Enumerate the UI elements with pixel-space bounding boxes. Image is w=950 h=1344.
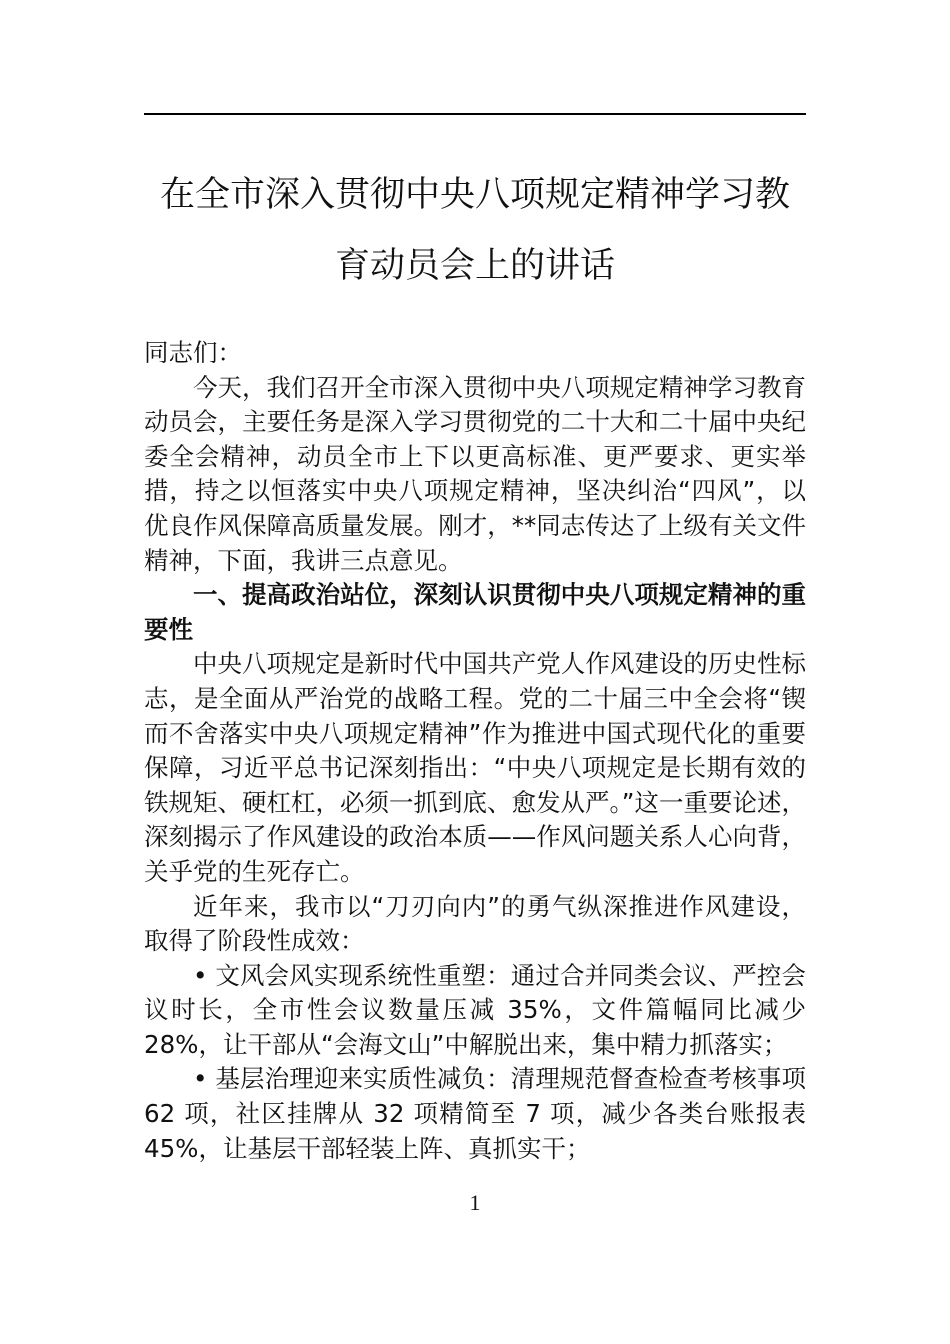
document-body xyxy=(144,336,806,1166)
bullet-item-1 xyxy=(144,959,806,1063)
bullet-marker: • xyxy=(193,960,208,990)
bullet-marker: • xyxy=(193,1064,208,1094)
paragraph-intro: 今天，我们召开全市深入贯彻中央八项规定精神学习教育动员会，主要任务是深入学习贯彻党的二十大和二十届中央纪委全会精神，动员全市上下以更高标准、更严要求、更实举措，持之以恒落实中央八项规定精神，坚决纠治“四风”，以优良作风保障高质量发展。刚才，**同志传达了上级有关文件精神，下面，我讲三点意见。 xyxy=(144,372,806,575)
paragraph-achievements: 近年来，我市以“刀刃向内”的勇气纵深推进作风建设，取得了阶段性成效： xyxy=(144,891,806,956)
bullet-item-2 xyxy=(144,1062,806,1166)
salutation: 同志们： xyxy=(144,338,242,367)
bullet-text: 基层治理迎来实质性减负：清理规范督查检查考核事项 62 项，社区挂牌从 32 项精简至 7 项，减少各类台账报表 45%，让基层干部轻装上阵、真抓实干； xyxy=(144,1064,806,1163)
top-rule-line xyxy=(144,113,806,115)
document-title: 在全市深入贯彻中央八项规定精神学习教育动员会上的讲话 xyxy=(159,175,790,286)
page-number: 1 xyxy=(469,1190,481,1215)
bullet-text: 文风会风实现系统性重塑：通过合并同类会议、严控会议时长，全市性会议数量压减 35%，文件篇幅同比减少 28%，让干部从“会海文山”中解脱出来，集中精力抓落实； xyxy=(144,960,806,1059)
section-heading-1: 一、提高政治站位，深刻认识贯彻中央八项规定精神的重要性 xyxy=(144,580,806,644)
paragraph-significance: 中央八项规定是新时代中国共产党人作风建设的历史性标志，是全面从严治党的战略工程。党的二十届三中全会将“锲而不舍落实中央八项规定精神”作为推进中国式现代化的重要保障，习近平总书记深刻指出：“中央八项规定是长期有效的铁规矩、硬杠杠，必须一抓到底、愈发从严。”这一重要论述，深刻揭示了作风建设的政治本质——作风问题关系人心向背，关乎党的生死存亡。 xyxy=(144,649,806,886)
